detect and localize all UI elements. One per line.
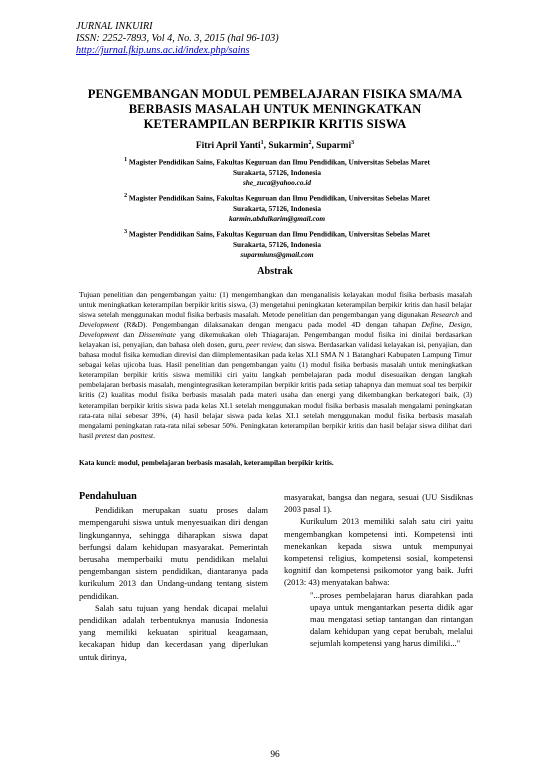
title-line: BERBASIS MASALAH UNTUK MENINGKATKAN (128, 102, 422, 116)
affiliation-3 (80, 227, 474, 260)
paragraph: Salah satu tujuan yang hendak dicapai melalui pendidikan adalah terbentuknya manusia Indonesia yang memiliki kekuatan spiritual keagamaan, kecakapan hidup dan kecerdasan yang diperlukan untuk dirinya, (79, 602, 268, 662)
affil-number: 1 (124, 157, 128, 163)
author-affil-mark: 1 (260, 140, 264, 146)
author-affil-mark: 2 (308, 140, 312, 146)
affil-address: Surakarta, 57126, Indonesia (233, 167, 321, 177)
journal-issn: ISSN: 2252-7893, Vol 4, No. 3, 2015 (hal 96-103) (76, 33, 279, 44)
affiliation-2 (80, 191, 474, 224)
title-line: PENGEMBANGAN MODUL PEMBELAJARAN FISIKA SMA/MA (87, 87, 463, 101)
author-name: Sukarmin (268, 141, 309, 152)
paragraph: masyarakat, bangsa dan negara, sesuai (UU Sisdiknas 2003 pasal 1). (284, 492, 473, 515)
author-email: she_zuca@yahoo.co.id (242, 177, 312, 187)
journal-url-link[interactable]: http://jurnal.fkip.uns.ac.id/index.php/sains (76, 45, 250, 56)
author-name: Suparmi (316, 141, 352, 152)
body-column-left (79, 491, 268, 663)
paragraph: Kurikulum 2013 memiliki salah satu ciri yaitu mengembangkan kompetensi inti. Kompetensi inti menekankan kepada siswa untuk mempunyai kompetensi religius, kompetensi sosial, kompetensi kognitif dan kompetensi psikomotor yang baik. Jufri (2013: 43) menyatakan bahwa: (284, 516, 473, 588)
section-heading: Pendahuluan (79, 491, 137, 502)
journal-header (76, 21, 279, 57)
author-affil-mark: 3 (351, 140, 355, 146)
keywords: Kata kunci: modul, pembelajaran berbasis masalah, keterampilan berpikir kritis. (79, 458, 334, 467)
author-email: karmin.abdulkarim@gmail.com (228, 213, 326, 223)
author-name: Fitri April Yanti (195, 141, 261, 152)
affil-address: Surakarta, 57126, Indonesia (233, 203, 321, 213)
page-number: 96 (270, 750, 280, 760)
affiliation-1 (80, 155, 474, 188)
paragraph: Pendidikan merupakan suatu proses dalam mempengaruhi siswa untuk menyesuaikan diri dengan lingkungannya, sehingga diharapkan siswa dapat berfungsi dalam kehidupan masyarakat. Pemerintah berusaha memperbaiki mutu pendidikan melalui pengembangan sistem pendidikan, diantaranya pada kurikulum 2013 dan Undang-undang tentang sistem pendidikan. (79, 505, 268, 601)
affil-number: 2 (124, 193, 128, 199)
journal-name: JURNAL INKUIRI (76, 21, 153, 32)
affil-number: 3 (124, 229, 128, 235)
abstract-body: Tujuan penelitian dan pengembangan yaitu: (1) mengembangkan dan menganalisis kelayakan modul fisika berbasis masalah untuk meningkatkan keterampilan berpikir kritis siswa, (3) mengetahui peningkatan keterampilan berpikir kritis dan hasil belajar siswa setelah menggunakan modul fisika berbasis masalah. Metode penelitian dan pengembangan yang digunakan Research and Development (R&D). Pengembangan dilaksanakan dengan mengacu pada model 4D dengan tahapan Define, Design, Development dan Disseminate yang dikemukakan oleh Thiagarajan. Pengembangan modul fisika ini dinilai berdasarkan kelayakan isi, penyajian, dan bahasa oleh dosen, guru, peer review, dan siswa. Berdasarkan validasi kelayakan isi, penyajian, dan bahasa modul fisika kemudian direvisi dan diimplementasikan pada kelas XI.I SMA N 1 Batanghari Kabupaten Lampung Timur sebagai kelas ujicoba luas. Hasil penelitian dan pengembangan yaitu (1) modul fisika berbasis masalah untuk meningkatkan keterampilan berpikir kritis siswa memiliki ciri yaitu langkah pembelajaran pada modul disesuaikan dengan langkah pembelajaran berbasis masalah, mengintegrasikan keterampilan berpikir kritis pada setiap tahapnya dan memuat soal tes berpikir kritis (2) kualitas modul fisika berbasis masalah pada materi usaha dan energi yang dikembangkan berkategori baik, (3) keterampilan berpikir kritis siswa pada kelas XI.1 setelah menggunakan modul fisika berbasis masalah mengalami peningkatan rata-rata nilai sebesar 39%, (4) hasil belajar siswa pada kelas XI.1 setelah menggunakan modul fisika berbasis masalah mengalami peningkatan rata-rata nilai sebesar 50%. Peningkatan keterampilan berpikir kritis dan hasil belajar siswa dilihat dari hasil pretest dan posttest. (79, 290, 473, 440)
title-line: KETERAMPILAN BERPIKIR KRITIS SISWA (143, 117, 407, 131)
author-email: suparmiuns@gmail.com (240, 249, 314, 259)
abstract-heading: Abstrak (257, 266, 293, 277)
author-list: Fitri April Yanti$^1$, Sukarmin$^2$, Suparmi$^3$ (195, 140, 355, 152)
affil-address: Surakarta, 57126, Indonesia (233, 239, 321, 249)
affil-institution: Magister Pendidikan Sains, Fakultas Keguruan dan Ilmu Pendidikan, Universitas Sebelas Maret (128, 229, 430, 239)
block-quote: "...proses pembelajaran harus diarahkan pada upaya untuk mengantarkan peserta didik agar mau mengatasi setiap tantangan dan rintangan dalam kehidupan yang cepat berubah, melalui sejumlah kompetensi yang harus dimiliki..." (310, 589, 473, 649)
affil-institution: Magister Pendidikan Sains, Fakultas Keguruan dan Ilmu Pendidikan, Universitas Sebelas Maret (128, 193, 430, 203)
affil-institution: Magister Pendidikan Sains, Fakultas Keguruan dan Ilmu Pendidikan, Universitas Sebelas Maret (128, 157, 430, 167)
body-column-right (284, 491, 473, 650)
paper-title (60, 87, 490, 132)
